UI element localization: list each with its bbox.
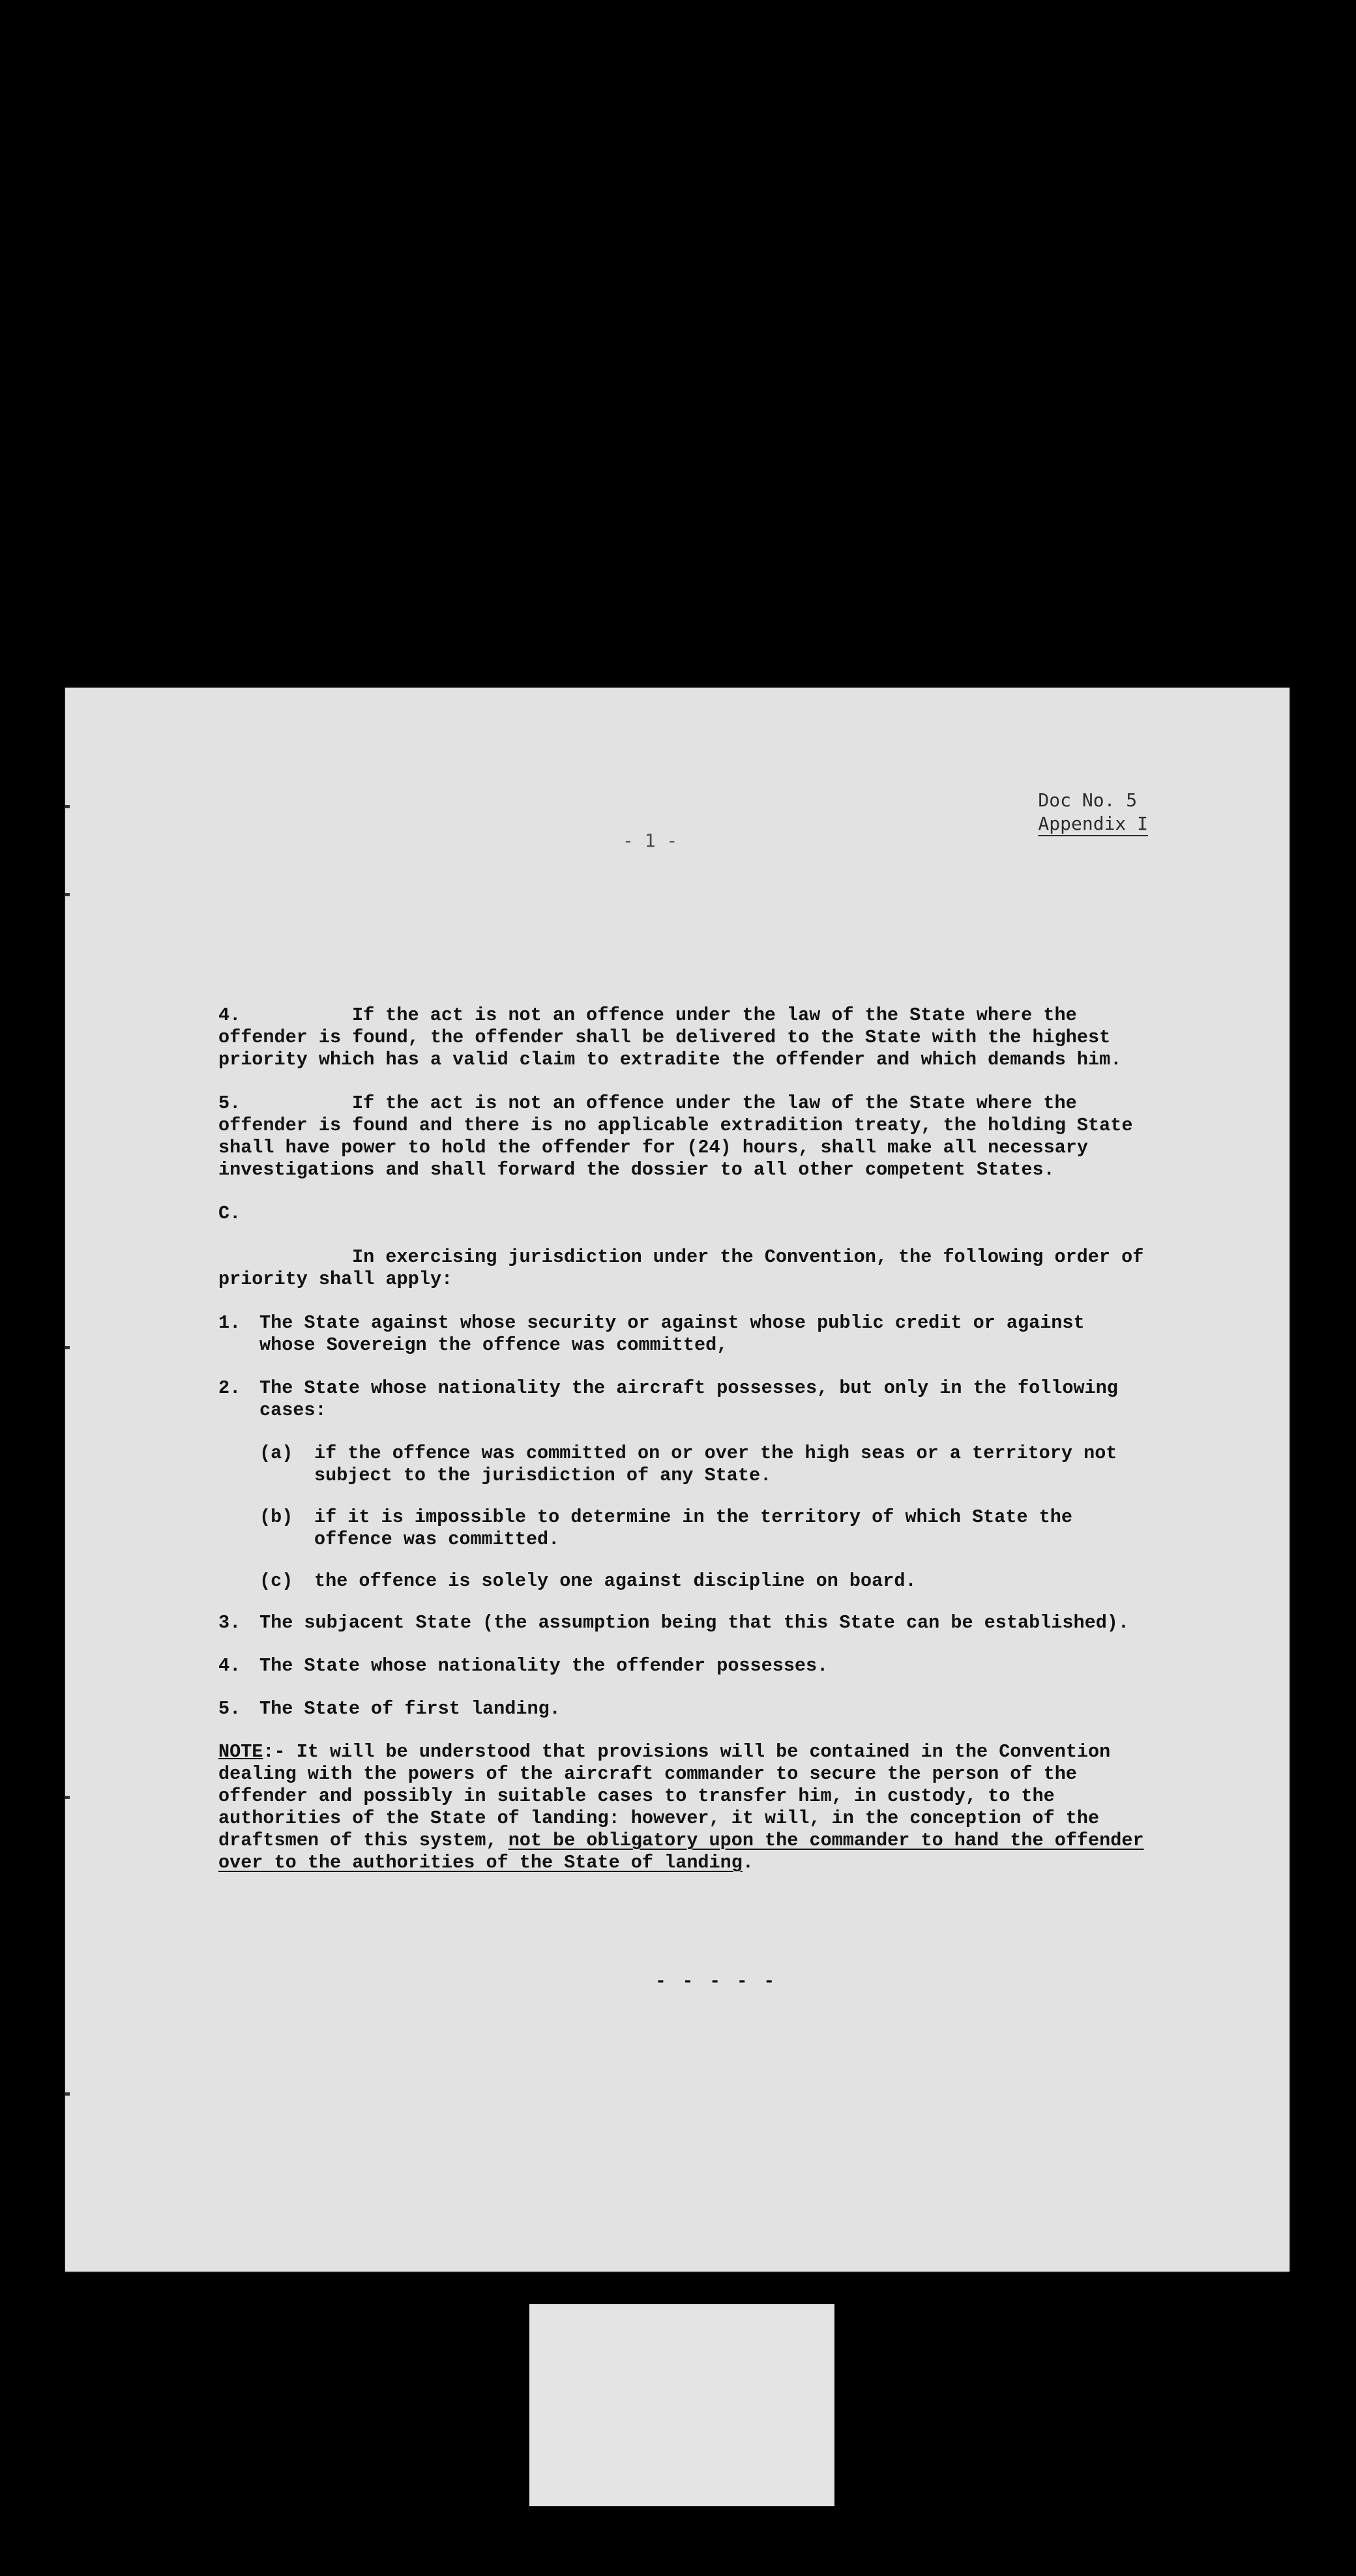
item-number: 5.: [218, 1698, 241, 1720]
item-text: The subjacent State (the assumption being that this State can be established).: [259, 1612, 1130, 1633]
note-paragraph: [218, 1741, 1144, 1874]
note-end: .: [742, 1852, 754, 1873]
paragraph-number: 4.: [218, 1004, 241, 1026]
doc-number: Doc No. 5: [1038, 789, 1138, 811]
sub-item-text: the offence is solely one against discipline on board.: [314, 1570, 917, 1592]
document-identifier: [1038, 789, 1148, 836]
page-number: - 1 -: [623, 830, 678, 851]
item-text: The State whose nationality the aircraft possesses, but only in the following cases:: [259, 1377, 1118, 1421]
appendix-label: Appendix I: [1038, 813, 1148, 834]
priority-item: [218, 1312, 1144, 1356]
note-label: NOTE: [218, 1741, 263, 1763]
note-emphasis: not be obligatory upon the commander to hand the offender over to the authorities of the State of landing: [218, 1830, 1144, 1873]
paragraph-5: [218, 1092, 1144, 1181]
end-dashes: - - - - -: [655, 1972, 778, 1992]
margin-mark: [65, 893, 70, 896]
item-number: 2.: [218, 1377, 241, 1399]
intro-text: In exercising jurisdiction under the Convention, the following order of priority shall apply:: [218, 1246, 1144, 1290]
sub-item-text: if the offence was committed on or over the high seas or a territory not subject to the jurisdiction of any State.: [314, 1442, 1117, 1486]
sub-item-number: (b): [259, 1506, 293, 1528]
sub-item-number: (a): [259, 1442, 293, 1464]
item-text: The State of first landing.: [259, 1698, 561, 1720]
sub-item: [259, 1570, 1144, 1592]
paragraph-number: 5.: [218, 1092, 241, 1114]
margin-mark: [65, 1346, 70, 1349]
blank-card: [529, 2304, 834, 2506]
margin-mark: [65, 2092, 70, 2096]
document-body: [218, 1004, 1144, 1874]
item-number: 3.: [218, 1612, 241, 1633]
sub-item-text: if it is impossible to determine in the territory of which State the offence was committed.: [314, 1506, 1072, 1550]
sub-item: [259, 1442, 1144, 1487]
sub-item: [259, 1506, 1144, 1551]
priority-item: [218, 1698, 1144, 1720]
item-text: The State against whose security or against whose public credit or against whose Sovereign the offence was committed,: [259, 1312, 1085, 1356]
intro-paragraph: [218, 1246, 1144, 1291]
section-heading: C.: [218, 1203, 241, 1224]
item-text: The State whose nationality the offender possesses.: [259, 1655, 829, 1676]
priority-item: [218, 1377, 1144, 1422]
note-text: :- It will be understood that provisions will be contained in the Convention dealing with the powers of the aircraft commander to secure the person of the offender and possibly in suitable cases to transfer him, in custody, to the authorities of the State of landing: however, it will, in the conception of the draftsmen of this system,: [218, 1741, 1111, 1851]
sub-item-number: (c): [259, 1570, 293, 1592]
priority-item: [218, 1655, 1144, 1677]
paragraph-text: If the act is not an offence under the law of the State where the offender is found, the offender shall be delivered to the State with the highest priority which has a valid claim to extradite the offender and which demands him.: [218, 1004, 1122, 1070]
item-number: 4.: [218, 1655, 241, 1676]
margin-mark: [65, 805, 70, 808]
paragraph-4: [218, 1004, 1144, 1071]
priority-item: [218, 1612, 1144, 1634]
document-page: [65, 688, 1290, 2272]
margin-mark: [65, 1796, 70, 1799]
item-number: 1.: [218, 1312, 241, 1334]
paragraph-text: If the act is not an offence under the law of the State where the offender is found and there is no applicable extradition treaty, the holding State shall have power to hold the offender for (24) hours, shall make all necessary investigations and shall forward the dossier to all other competent States.: [218, 1092, 1144, 1180]
